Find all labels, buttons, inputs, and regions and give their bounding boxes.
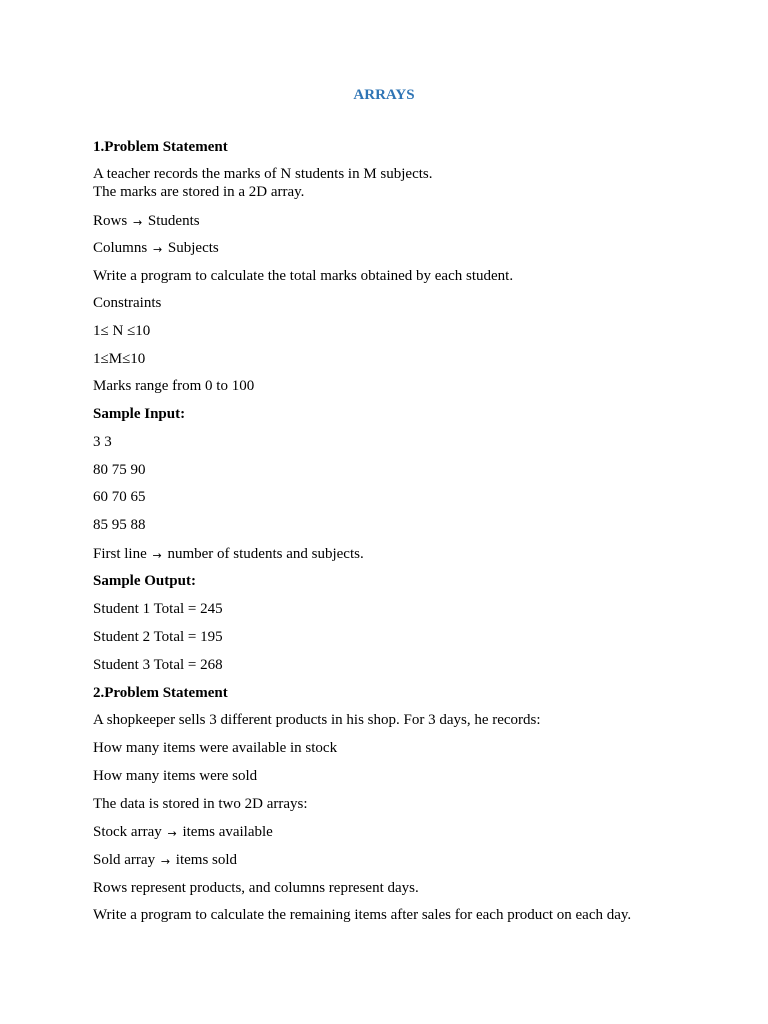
- constraint-m: 1≤M≤10: [93, 351, 146, 367]
- rows-label: Rows: [93, 213, 128, 229]
- sample-input-line: 85 95 88: [93, 517, 146, 533]
- first-line-meaning: number of students and subjects.: [167, 546, 364, 562]
- sample-output-line: Student 1 Total = 245: [93, 601, 223, 617]
- constraints-label: Constraints: [93, 295, 162, 311]
- sample-input-line: 80 75 90: [93, 462, 146, 478]
- stock-array-label: Stock array: [93, 824, 162, 840]
- problem2-rows-columns: Rows represent products, and columns represent days.: [93, 880, 419, 896]
- problem2-record-stock: How many items were available in stock: [93, 740, 338, 756]
- marks-range: Marks range from 0 to 100: [93, 378, 255, 394]
- rows-mapping: [93, 212, 200, 231]
- problem1-heading: 1.Problem Statement: [93, 139, 228, 155]
- right-arrow-icon: →: [152, 549, 162, 562]
- problem1-statement-line1: A teacher records the marks of N students in M subjects.: [93, 166, 433, 182]
- problem1-statement-line2: The marks are stored in a 2D array.: [93, 184, 305, 200]
- sold-array-meaning: items sold: [175, 852, 238, 868]
- constraint-n: 1≤ N ≤10: [93, 323, 151, 339]
- stock-array-meaning: items available: [182, 824, 273, 840]
- sample-output-label: Sample Output:: [93, 573, 196, 589]
- problem2-heading: 2.Problem Statement: [93, 685, 228, 701]
- sample-input-line: 3 3: [93, 434, 112, 450]
- sample-input-line: 60 70 65: [93, 489, 146, 505]
- document-title: ARRAYS: [353, 87, 415, 103]
- right-arrow-icon: →: [132, 216, 143, 229]
- problem2-intro: A shopkeeper sells 3 different products in his shop. For 3 days, he records:: [93, 712, 541, 728]
- columns-meaning: Subjects: [167, 240, 219, 256]
- columns-label: Columns: [93, 240, 148, 256]
- sample-output-line: Student 3 Total = 268: [93, 657, 223, 673]
- right-arrow-icon: →: [152, 243, 163, 256]
- problem1-task: Write a program to calculate the total marks obtained by each student.: [93, 268, 514, 284]
- columns-mapping: [93, 239, 219, 258]
- sold-array-label: Sold array: [93, 852, 156, 868]
- right-arrow-icon: →: [167, 827, 177, 840]
- first-line-note: [93, 545, 364, 564]
- sold-array-mapping: [93, 851, 237, 870]
- sample-output-line: Student 2 Total = 195: [93, 629, 223, 645]
- problem2-record-sold: How many items were sold: [93, 768, 258, 784]
- first-line-label: First line: [93, 546, 147, 562]
- problem2-data-stored: The data is stored in two 2D arrays:: [93, 796, 308, 812]
- sample-input-label: Sample Input:: [93, 406, 186, 422]
- rows-meaning: Students: [147, 213, 200, 229]
- problem2-task: Write a program to calculate the remaining items after sales for each product on each day.: [93, 907, 632, 923]
- stock-array-mapping: [93, 823, 273, 842]
- right-arrow-icon: →: [160, 855, 171, 868]
